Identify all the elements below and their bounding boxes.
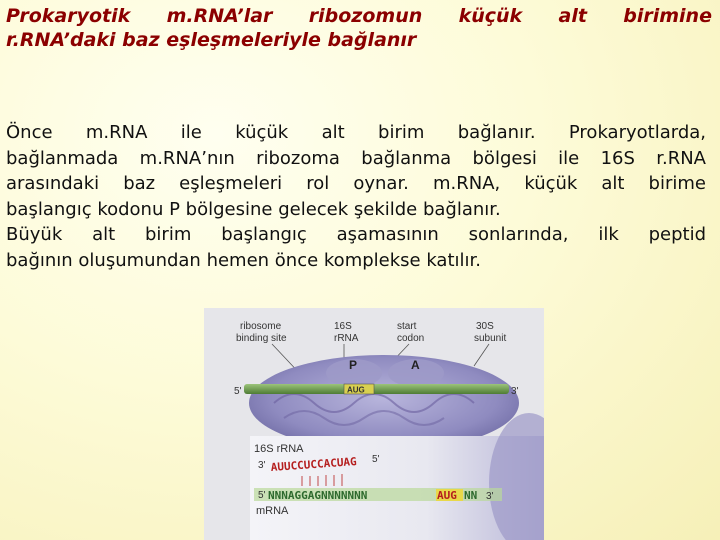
- three-prime-label: 3': [511, 386, 519, 397]
- inset-mrna-3prime: 3': [486, 491, 494, 502]
- title-word: küçük: [458, 5, 523, 27]
- inset-mrna-5prime: 5': [258, 490, 266, 501]
- paragraph-2-line: bağının oluşumundan hemen önce komplekse katılır.: [6, 249, 481, 271]
- label-ribosome: ribosome: [240, 321, 282, 332]
- inset-aug-label: AUG: [437, 489, 457, 502]
- title-word: Prokaryotik: [6, 5, 131, 27]
- inset-rrna-sequence: AUUCCUCCACUAG: [270, 455, 358, 474]
- pointer-line: [474, 344, 489, 366]
- ribosome-diagram: [204, 308, 544, 540]
- a-site-label: A: [411, 358, 420, 372]
- label-subunit: subunit: [474, 333, 507, 344]
- five-prime-label: 5': [234, 386, 242, 397]
- paragraph-2-line: Büyük alt birim başlangıç aşamasının sonlarında, ilk peptid: [6, 224, 706, 245]
- inset-rrna-5prime: 5': [372, 454, 380, 465]
- title-line-2: r.RNA’daki baz eşleşmeleriyle bağlanır: [6, 29, 417, 51]
- label-rrna: rRNA: [334, 333, 359, 344]
- paragraph-1-line: Önce m.RNA ile küçük alt birim bağlanır. Prokaryotlarda,: [6, 122, 706, 143]
- slide-title: [6, 4, 712, 52]
- p-site-label: P: [349, 358, 358, 372]
- label-30s: 30S: [476, 321, 494, 332]
- inset-mrna-sequence-1: NNNAGGAGNNNNNNN: [268, 489, 368, 502]
- mrna-strand: [244, 384, 509, 394]
- inset-ribosome-edge: [489, 413, 544, 540]
- label-start: start: [397, 321, 417, 332]
- ribosome-binding-figure: [204, 308, 544, 540]
- inset-rrna-3prime: 3': [258, 460, 266, 471]
- paragraph-1-line: arasındaki baz eşleşmeleri rol oynar. m.RNA, küçük alt birime: [6, 173, 706, 194]
- inset-mrna-sequence-2: NN: [464, 489, 478, 502]
- label-binding-site: binding site: [236, 333, 287, 344]
- title-line-1: [6, 4, 712, 28]
- aug-codon-label: AUG: [347, 385, 365, 395]
- body-text: [6, 120, 706, 273]
- title-word: birimine: [623, 5, 712, 27]
- title-word: ribozomun: [308, 5, 423, 27]
- label-codon: codon: [397, 333, 425, 344]
- paragraph-1-line: başlangıç kodonu P bölgesine gelecek şekilde bağlanır.: [6, 198, 501, 220]
- title-word: alt: [558, 5, 587, 27]
- paragraph-1-line: bağlanmada m.RNA’nın ribozoma bağlanma bölgesi ile 16S r.RNA: [6, 147, 706, 169]
- label-16s: 16S: [334, 321, 352, 332]
- inset-16s-label: 16S rRNA: [254, 443, 304, 455]
- title-word: m.RNA’lar: [166, 5, 273, 27]
- inset-mrna-label: mRNA: [256, 505, 289, 517]
